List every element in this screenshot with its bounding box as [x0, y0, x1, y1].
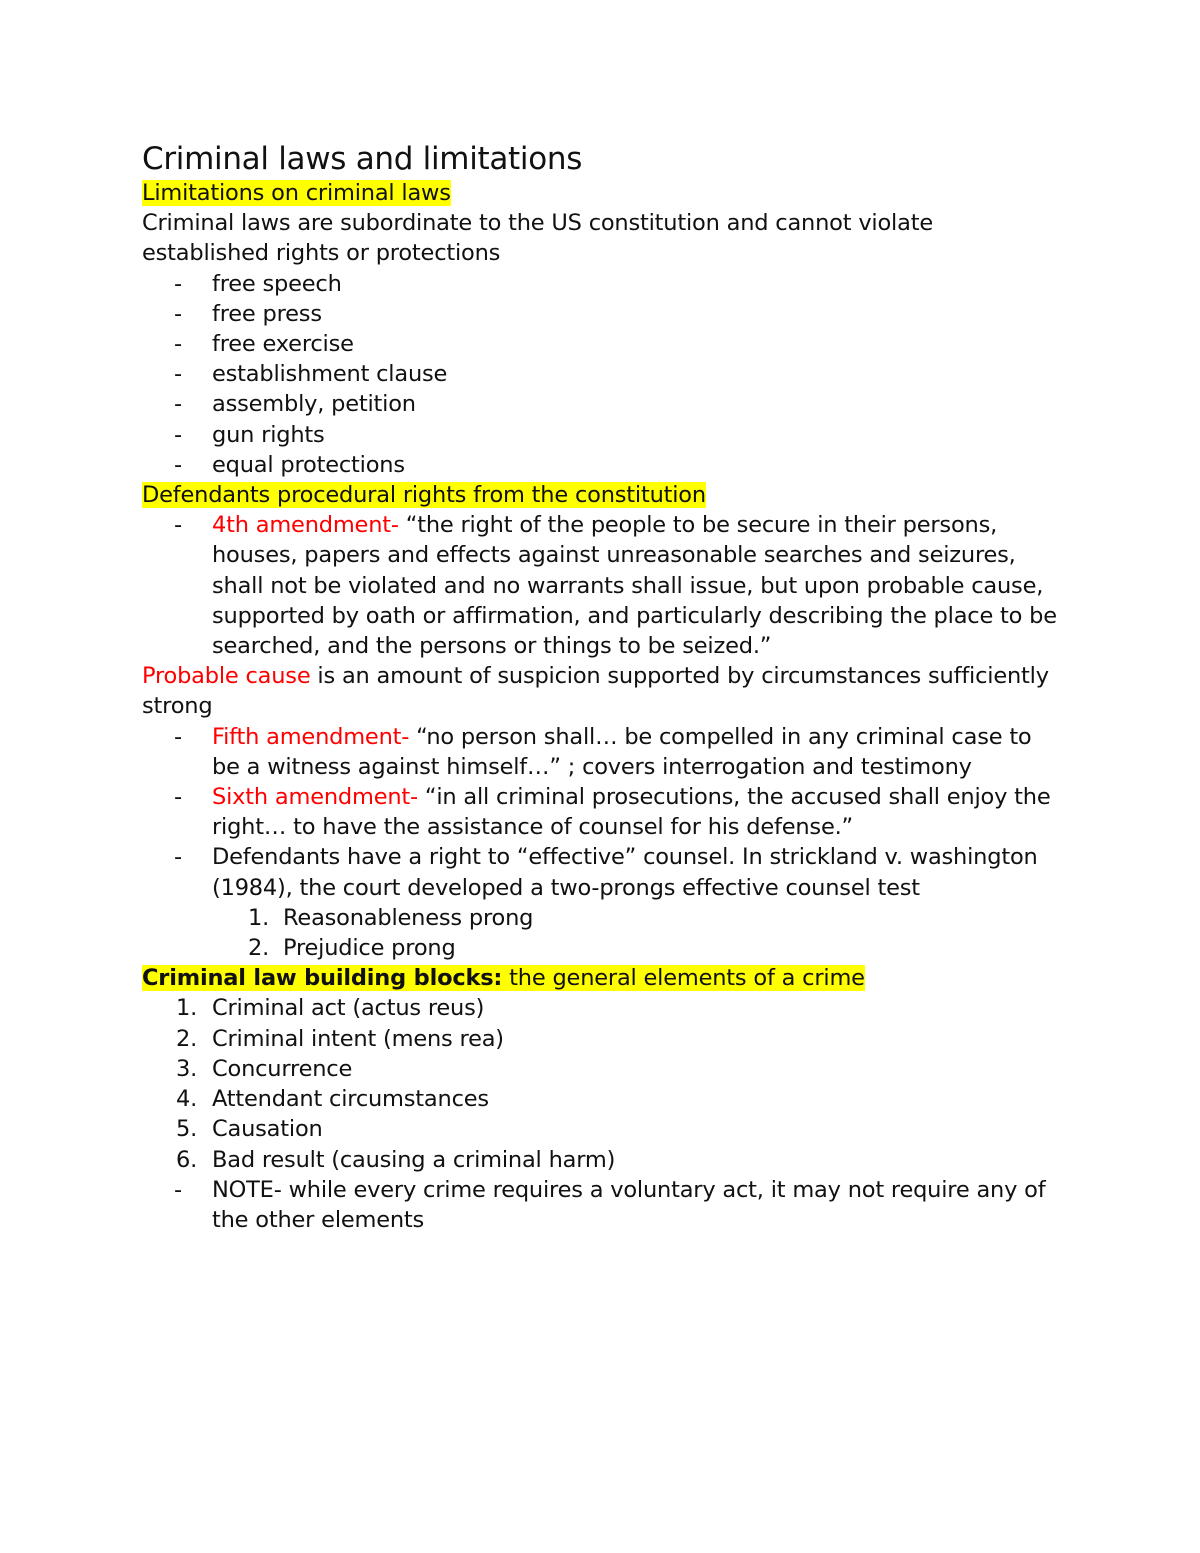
list-item-text: establishment clause: [212, 361, 448, 388]
list-item: [142, 1175, 1062, 1235]
highlight: Defendants procedural rights from the constitution: [142, 482, 706, 509]
list-item-text: Criminal intent (mens rea): [212, 1025, 504, 1052]
dash-marker: -: [174, 391, 182, 418]
list-item-text: Concurrence: [212, 1055, 353, 1082]
list-item-text: Criminal act (actus reus): [212, 995, 485, 1022]
fifth-amendment-label: Fifth amendment-: [212, 723, 410, 750]
probable-cause-label: Probable cause: [142, 663, 311, 690]
list-item: [142, 1145, 1062, 1175]
list-item: [142, 1054, 1062, 1084]
list-item: [142, 299, 1062, 329]
section-heading-limitations: [142, 178, 1062, 208]
list-item-text: Bad result (causing a criminal harm): [212, 1146, 616, 1173]
number-marker: 2.: [248, 935, 270, 962]
dash-marker: -: [174, 270, 182, 297]
list-item: [142, 450, 1062, 480]
sixth-amendment-text: “in all criminal prosecutions, the accused shall enjoy the right… to have the assistance of counsel for his defense.”: [212, 784, 1051, 841]
dash-marker: -: [174, 421, 182, 448]
limitations-intro: Criminal laws are subordinate to the US constitution and cannot violate established rights or protections: [142, 210, 933, 267]
list-item-text: Causation: [212, 1116, 323, 1143]
section-heading-building-blocks: [142, 963, 1062, 993]
list-item-text: equal protections: [212, 451, 405, 478]
number-marker: 1.: [248, 904, 270, 931]
list-item-text: gun rights: [212, 421, 325, 448]
rights-list: [142, 269, 1062, 480]
number-marker: 4.: [176, 1086, 198, 1113]
document-content: [142, 140, 1062, 1235]
number-marker: 1.: [176, 995, 198, 1022]
dash-marker: -: [174, 451, 182, 478]
fourth-amendment-text: “the right of the people to be secure in their persons, houses, papers and effects against unreasonable searches and seizures, shall not be violated and no warrants shall issue, but upon probable cause, supported by oath or affirmation, and particularly describing the place to be searched, and the persons or things to be seized.”: [212, 512, 1057, 660]
dash-marker: -: [174, 1176, 182, 1203]
list-item: [142, 842, 1062, 902]
list-item-text: free exercise: [212, 331, 354, 358]
note-list: [142, 1175, 1062, 1235]
prongs-list: [142, 903, 1062, 963]
effective-counsel-text: Defendants have a right to “effective” counsel. In strickland v. washington (1984), the court developed a two-prongs effective counsel test: [212, 844, 1038, 901]
list-item: [142, 722, 1062, 782]
amendment-list: [142, 722, 1062, 903]
list-item-text: assembly, petition: [212, 391, 416, 418]
list-item: [142, 933, 1062, 963]
dash-marker: -: [174, 784, 182, 811]
number-marker: 2.: [176, 1025, 198, 1052]
page-title: Criminal laws and limitations: [142, 141, 583, 177]
list-item: [142, 269, 1062, 299]
amendment-list-4th: [142, 510, 1062, 661]
number-marker: 6.: [176, 1146, 198, 1173]
list-item: [142, 993, 1062, 1023]
section-heading-procedural-rights: [142, 480, 1062, 510]
list-item: [142, 510, 1062, 661]
highlight: [142, 965, 865, 991]
list-item: [142, 1114, 1062, 1144]
fourth-amendment-label: 4th amendment-: [212, 512, 399, 539]
probable-cause-paragraph: [142, 661, 1062, 721]
list-item-text: Reasonableness prong: [283, 904, 534, 931]
dash-marker: -: [174, 723, 182, 750]
list-item: [142, 1084, 1062, 1114]
dash-marker: -: [174, 361, 182, 388]
list-item-text: Attendant circumstances: [212, 1086, 489, 1113]
number-marker: 3.: [176, 1055, 198, 1082]
building-blocks-rest: the general elements of a crime: [502, 965, 865, 992]
list-item: [142, 389, 1062, 419]
dash-marker: -: [174, 300, 182, 327]
list-item: [142, 1024, 1062, 1054]
fifth-amendment-text: “no person shall… be compelled in any criminal case to be a witness against himself…” ; covers interrogation and testimony: [212, 723, 1032, 780]
list-item: [142, 329, 1062, 359]
list-item: [142, 359, 1062, 389]
list-item: [142, 903, 1062, 933]
list-item-text: free speech: [212, 270, 342, 297]
highlight: Limitations on criminal laws: [142, 180, 451, 206]
dash-marker: -: [174, 512, 182, 539]
list-item: [142, 782, 1062, 842]
list-item-text: free press: [212, 300, 322, 327]
sixth-amendment-label: Sixth amendment-: [212, 784, 418, 811]
list-item-text: Prejudice prong: [283, 935, 456, 962]
building-blocks-bold: Criminal law building blocks:: [142, 965, 503, 992]
dash-marker: -: [174, 844, 182, 871]
number-marker: 5.: [176, 1116, 198, 1143]
list-item: [142, 420, 1062, 450]
note-text: NOTE- while every crime requires a voluntary act, it may not require any of the other elements: [212, 1176, 1046, 1233]
probable-cause-text: is an amount of suspicion supported by circumstances sufficiently strong: [142, 663, 1049, 720]
elements-list: [142, 993, 1062, 1174]
dash-marker: -: [174, 331, 182, 358]
